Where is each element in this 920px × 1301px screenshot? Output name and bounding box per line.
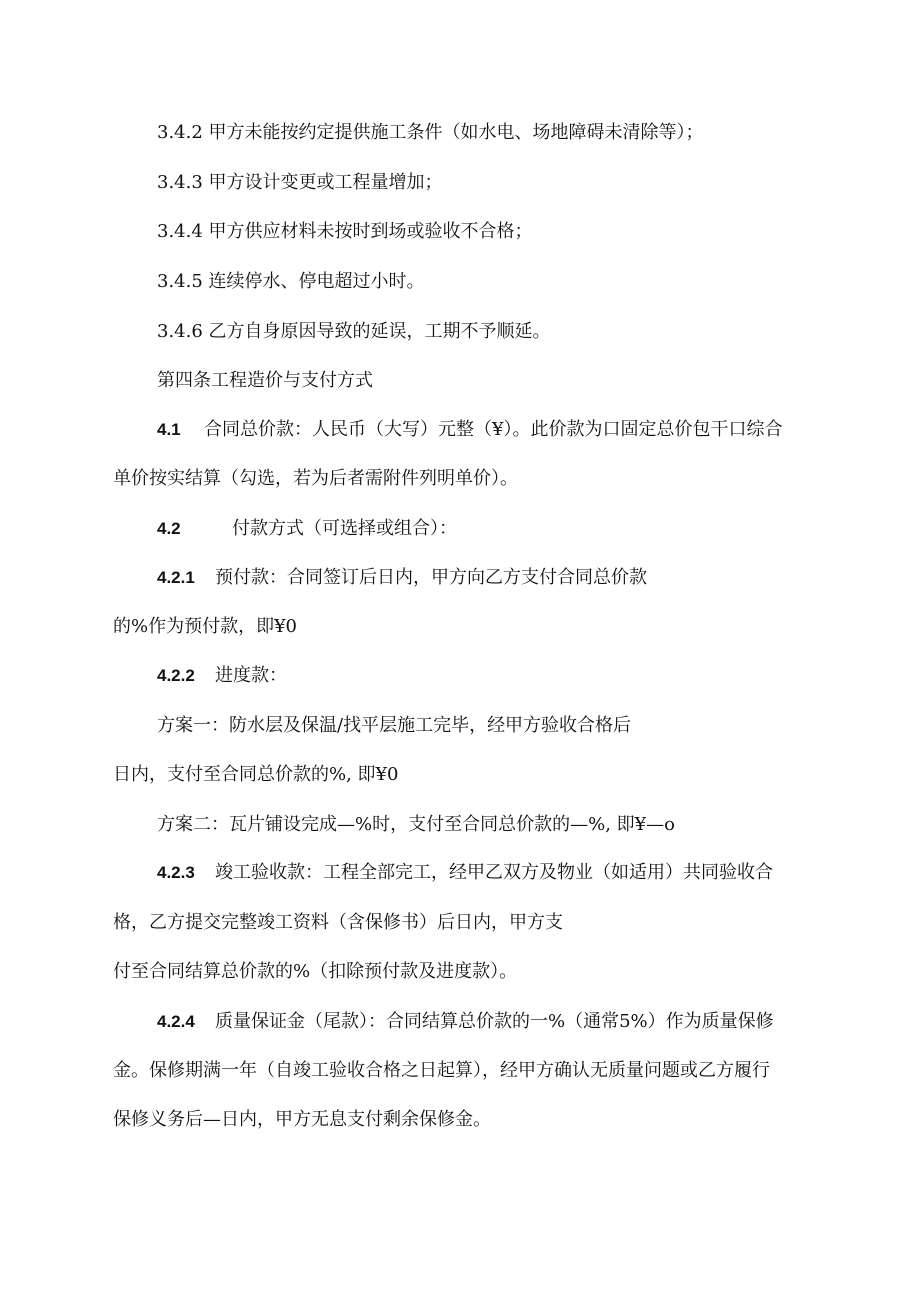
clause-4-2-1-number: 4.2.1 [157, 568, 195, 587]
article-4-heading: 第四条工程造价与支付方式 [157, 370, 373, 391]
clause-4-2-3-number: 4.2.3 [157, 863, 195, 882]
clause-4-2-2 [157, 664, 287, 688]
clause-4-1-number: 4.1 [157, 420, 181, 439]
clause-4-1-text: 合同总价款：人民币（大写）元整（¥）。此价款为口固定总价包干口综合 [204, 419, 783, 440]
clause-4-2-3-line3: 付至合同结算总价款的%（扣除预付款及进度款）。 [113, 961, 518, 982]
clause-4-2-4-line3: 保修义务后—日内，甲方无息支付剩余保修金。 [113, 1109, 491, 1130]
clause-4-2-4-text: 质量保证金（尾款）：合同结算总价款的一%（通常5%）作为质量保修 [215, 1011, 774, 1032]
clause-4-2-3-line1 [157, 861, 773, 885]
clause-4-2-1-line2: 的%作为预付款，即¥0 [113, 616, 298, 637]
clause-4-2-1-text: 预付款：合同签订后日内，甲方向乙方支付合同总价款 [215, 567, 647, 588]
clause-4-2-2-number: 4.2.2 [157, 666, 195, 685]
clause-4-2-1-line1 [157, 566, 647, 590]
clause-4-2-4-number: 4.2.4 [157, 1012, 195, 1031]
clause-3-4-4: 3.4.4 甲方供应材料未按时到场或验收不合格； [157, 221, 533, 242]
clause-4-2-3-line2: 格，乙方提交完整竣工资料（含保修书）后日内，甲方支 [113, 912, 563, 933]
clause-4-1-line2: 单价按实结算（勾选，若为后者需附件列明单价）。 [113, 468, 518, 489]
clause-4-1-line1 [157, 418, 782, 442]
plan-2: 方案二：瓦片铺设完成—%时，支付至合同总价款的—%, 即¥—o [157, 814, 675, 835]
clause-4-2-4-line2: 金。保修期满一年（自竣工验收合格之日起算），经甲方确认无质量问题或乙方履行 [113, 1060, 770, 1081]
clause-4-2-3-text: 竣工验收款：工程全部完工，经甲乙双方及物业（如适用）共同验收合 [215, 862, 773, 883]
clause-4-2-2-text: 进度款： [215, 665, 287, 686]
clause-4-2-number: 4.2 [157, 519, 181, 538]
clause-3-4-2: 3.4.2 甲方未能按约定提供施工条件（如水电、场地障碍未清除等）； [157, 122, 704, 143]
clause-3-4-5: 3.4.5 连续停水、停电超过小时。 [157, 271, 425, 292]
plan-1-line1: 方案一：防水层及保温/找平层施工完毕，经甲方验收合格后 [157, 715, 632, 736]
clause-4-2 [157, 517, 457, 541]
plan-1-line2: 日内，支付至合同总价款的%, 即¥0 [113, 764, 399, 785]
clause-4-2-4-line1 [157, 1010, 774, 1034]
clause-3-4-6: 3.4.6 乙方自身原因导致的延误，工期不予顺延。 [157, 321, 551, 342]
clause-3-4-3: 3.4.3 甲方设计变更或工程量增加； [157, 172, 443, 193]
clause-4-2-text: 付款方式（可选择或组合）： [232, 518, 457, 539]
